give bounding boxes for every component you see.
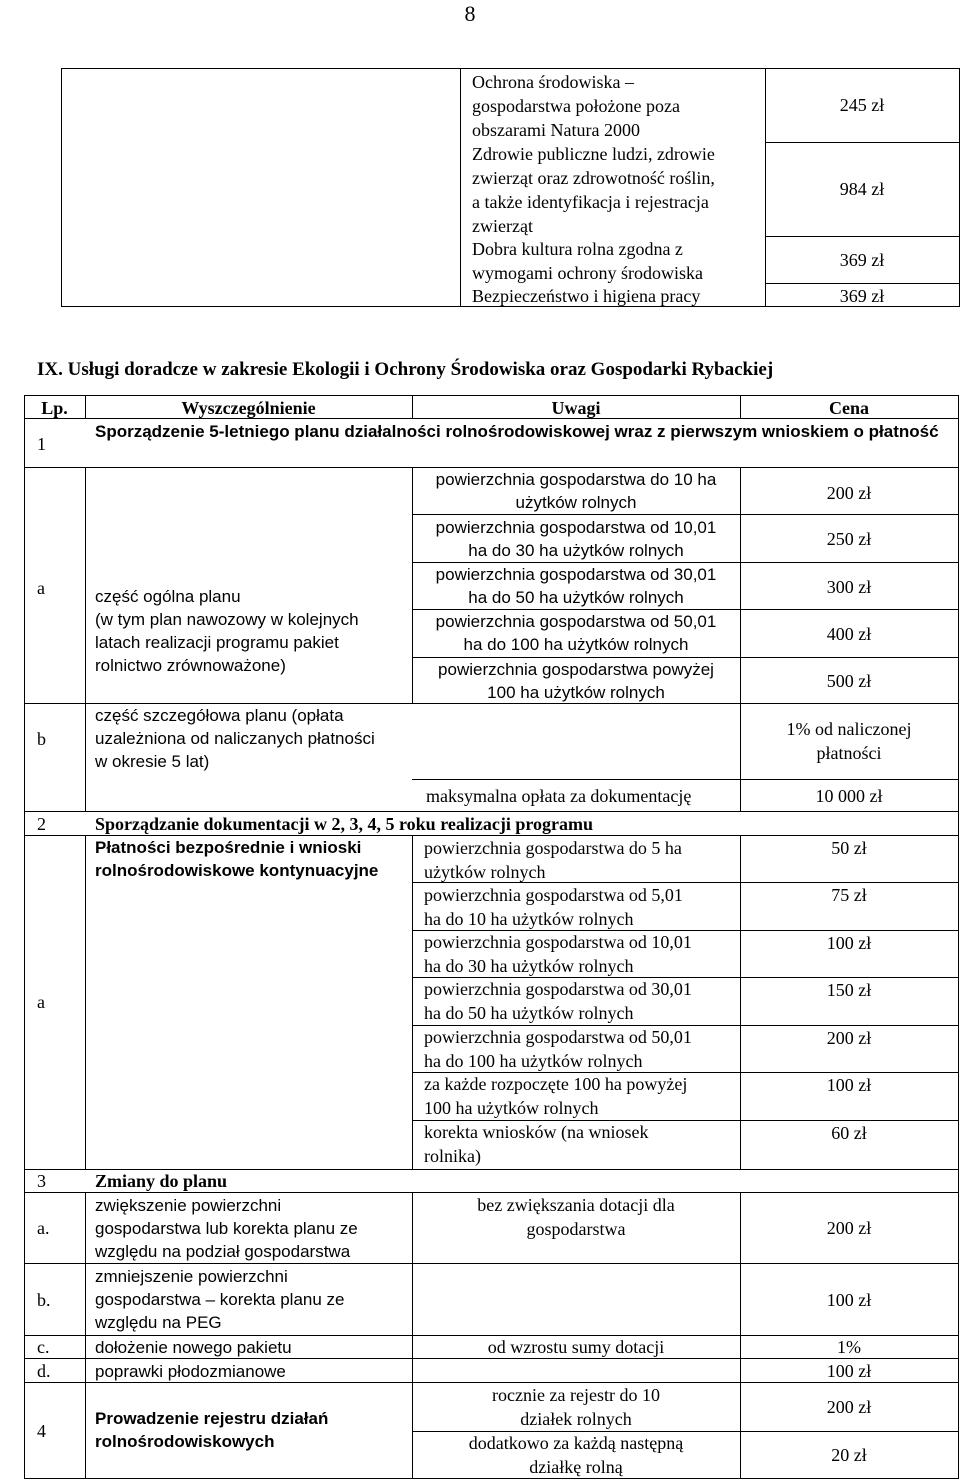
top-item-text: Bezpieczeństwo i higiena pracy <box>472 286 701 306</box>
top-item-text: Zdrowie publiczne ludzi, zdrowie zwierząt oraz zdrowotność roślin, a także identyfikacja i rejestracja zwierząt <box>472 144 715 236</box>
row2-note: za każde rozpoczęte 100 ha powyżej 100 ha użytków rolnych <box>424 1074 688 1118</box>
row3-a-label: a. <box>37 1218 50 1238</box>
row1-b-price: 1% od naliczonej płatności <box>786 719 912 763</box>
row2-a-label: a <box>37 992 45 1012</box>
row1-number: 1 <box>37 434 46 454</box>
row1-a-note: powierzchnia gospodarstwa do 10 ha użytków rolnych <box>435 470 717 512</box>
row1-a-label: a <box>37 578 45 598</box>
row3-a-note: bez zwiększania dotacji dla gospodarstwa <box>477 1195 675 1239</box>
top-item-price: 245 zł <box>839 95 885 115</box>
row2-price: 60 zł <box>831 1123 867 1143</box>
row3-b-price: 100 zł <box>826 1290 872 1310</box>
row3-b-label: b. <box>37 1290 51 1310</box>
row1-title: Sporządzenie 5-letniego planu działalności rolnośrodowiskowej wraz z pierwszym wnioskiem o płatność <box>95 422 939 441</box>
section-title: IX. Usługi doradcze w zakresie Ekologii i Ochrony Środowiska oraz Gospodarki Rybackiej <box>37 359 774 380</box>
row2-note: powierzchnia gospodarstwa od 10,01 ha do 30 ha użytków rolnych <box>424 932 692 976</box>
row3-d-label: d. <box>37 1361 51 1381</box>
row2-price: 150 zł <box>826 980 872 1000</box>
row3-c-note: od wzrostu sumy dotacji <box>487 1337 665 1357</box>
row3-b-desc: zmniejszenie powierzchni gospodarstwa – korekta planu ze względu na PEG <box>95 1267 345 1332</box>
row2-note: powierzchnia gospodarstwa od 30,01 ha do 50 ha użytków rolnych <box>424 979 692 1023</box>
header-lp: Lp. <box>41 398 68 418</box>
row1-b-desc: część szczegółowa planu (opłata uzależniona od naliczanych płatności w okresie 5 lat) <box>95 706 375 771</box>
row3-a-price: 200 zł <box>826 1218 872 1238</box>
row3-d-price: 100 zł <box>826 1361 872 1381</box>
row1-a-note: powierzchnia gospodarstwa od 10,01 ha do 30 ha użytków rolnych <box>435 518 717 560</box>
top-item-text: Dobra kultura rolna zgodna z wymogami ochrony środowiska <box>472 239 703 283</box>
row4-desc: Prowadzenie rejestru działań rolnośrodowiskowych <box>95 1409 329 1451</box>
top-item-price: 369 zł <box>839 286 885 306</box>
row1-b-label: b <box>37 729 46 749</box>
row4-price: 200 zł <box>826 1397 872 1417</box>
row2-note: powierzchnia gospodarstwa od 50,01 ha do 100 ha użytków rolnych <box>424 1027 692 1071</box>
row2-price: 75 zł <box>831 885 867 905</box>
row2-a-desc: Płatności bezpośrednie i wnioski rolnośrodowiskowe kontynuacyjne <box>95 838 379 880</box>
row3-number: 3 <box>37 1171 46 1191</box>
page-number: 8 <box>464 1 476 26</box>
row4-number: 4 <box>37 1421 46 1441</box>
row1-a-desc: część ogólna planu <box>95 587 241 606</box>
row2-price: 100 zł <box>826 933 872 953</box>
row3-c-price: 1% <box>837 1337 861 1357</box>
row3-d-desc: poprawki płodozmianowe <box>95 1362 286 1381</box>
row2-number: 2 <box>37 814 46 834</box>
row2-note: korekta wniosków (na wniosek rolnika) <box>424 1122 649 1166</box>
row2-price: 100 zł <box>826 1075 872 1095</box>
row1-a-price: 200 zł <box>826 483 872 503</box>
top-item-price: 984 zł <box>839 179 885 199</box>
row1-a-note: powierzchnia gospodarstwa od 30,01 ha do 50 ha użytków rolnych <box>435 565 717 607</box>
row2-price: 50 zł <box>831 838 867 858</box>
row1-a-note: powierzchnia gospodarstwa od 50,01 ha do 100 ha użytków rolnych <box>435 612 717 654</box>
row4-note: dodatkowo za każdą następną działkę rolną <box>468 1433 684 1477</box>
row4-note: rocznie za rejestr do 10 działek rolnych <box>492 1385 660 1429</box>
row1-a-price: 250 zł <box>826 529 872 549</box>
row1-a-price: 300 zł <box>826 577 872 597</box>
row2-title: Sporządzanie dokumentacji w 2, 3, 4, 5 roku realizacji programu <box>95 814 593 834</box>
row3-title: Zmiany do planu <box>95 1171 228 1191</box>
row3-c-desc: dołożenie nowego pakietu <box>95 1338 292 1357</box>
header-notes: Uwagi <box>551 398 601 418</box>
top-item-text: Ochrona środowiska – gospodarstwa położone poza obszarami Natura 2000 <box>472 72 680 140</box>
row3-a-desc: zwiększenie powierzchni gospodarstwa lub korekta planu ze względu na podział gospodarstwa <box>95 1196 358 1261</box>
row2-note: powierzchnia gospodarstwa do 5 ha użytków rolnych <box>424 838 682 882</box>
row3-c-label: c. <box>37 1337 50 1357</box>
row1-max-price: 10 000 zł <box>815 786 883 806</box>
row2-note: powierzchnia gospodarstwa od 5,01 ha do 10 ha użytków rolnych <box>424 885 683 929</box>
row1-a-price: 500 zł <box>826 671 872 691</box>
row1-a-note: powierzchnia gospodarstwa powyżej 100 ha użytków rolnych <box>438 660 714 702</box>
row2-price: 200 zł <box>826 1028 872 1048</box>
row1-a-price: 400 zł <box>826 624 872 644</box>
row1-max-note: maksymalna opłata za dokumentację <box>426 786 692 806</box>
row4-price: 20 zł <box>831 1445 867 1465</box>
top-item-price: 369 zł <box>839 250 885 270</box>
header-description: Wyszczególnienie <box>181 398 316 418</box>
row1-a-desc-extra: (w tym plan nawozowy w kolejnych latach realizacji programu pakiet rolnictwo zrównoważone) <box>95 610 359 675</box>
header-price: Cena <box>829 398 869 418</box>
